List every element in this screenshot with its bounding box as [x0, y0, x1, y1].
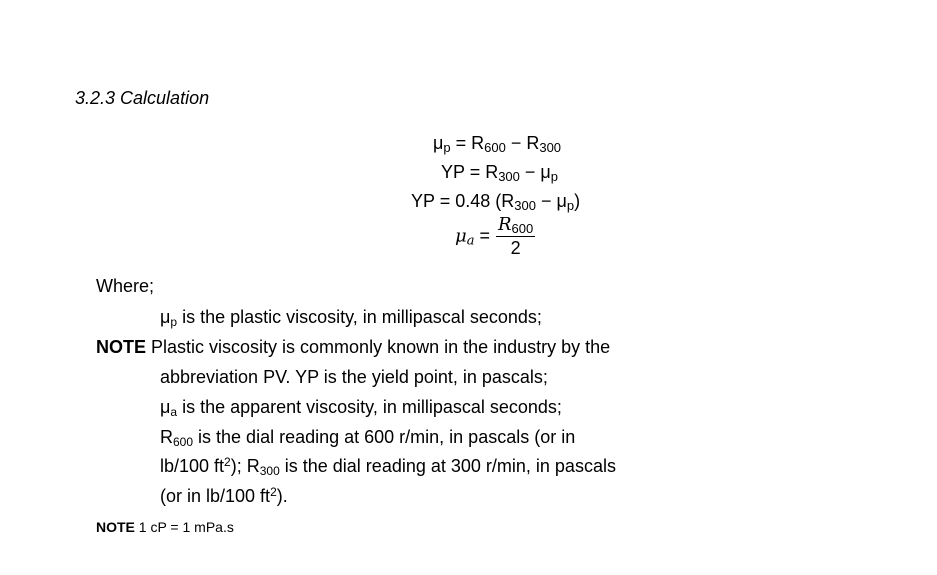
eq4-numerator-sub: 600 [511, 221, 534, 236]
eq2-mid: − μ [519, 162, 551, 182]
section-heading: 3.2.3 Calculation [75, 88, 210, 108]
note2-label: NOTE [96, 519, 135, 535]
lb-sup-a: 2 [224, 455, 231, 469]
mu-a-symbol: μ [160, 397, 171, 417]
lb-unit-b-end: ). [276, 486, 288, 506]
r600-text: is the dial reading at 600 r/min, in pascals (or in [193, 427, 576, 447]
eq2-a-sub: 300 [498, 169, 520, 184]
def-apparent-viscosity [160, 397, 562, 418]
eq4-op: = [474, 225, 490, 246]
eq1-op: = R [450, 133, 485, 153]
where-label: Where; [96, 276, 155, 296]
eq3-b-sub: p [566, 198, 575, 213]
def-r300-unit [160, 486, 288, 507]
equation-yield-point-alt [411, 191, 580, 212]
note-unit-conversion [96, 519, 234, 535]
r300-lead: ); R [230, 456, 260, 476]
equation-yield-point [441, 162, 558, 183]
note1-continuation: abbreviation PV. YP is the yield point, in pascals; [160, 367, 548, 387]
def-r300 [160, 456, 616, 477]
eq1-lhs-sub: p [443, 140, 451, 155]
r600-symbol: R [160, 427, 173, 447]
def-r600 [160, 427, 575, 448]
eq2-b-sub: p [550, 169, 559, 184]
equation-apparent-viscosity [455, 214, 535, 259]
eq4-numerator: R [497, 214, 512, 235]
mu-p-sub: p [170, 315, 178, 329]
lb-unit-a: lb/100 ft [160, 456, 225, 476]
eq1-lhs: μ [433, 133, 444, 153]
equation-plastic-viscosity [433, 133, 561, 154]
eq4-denominator: 2 [510, 238, 521, 258]
lb-sup-b: 2 [270, 485, 277, 499]
mu-p-symbol: μ [160, 307, 171, 327]
eq1-mid: − R [505, 133, 540, 153]
mu-p-text: is the plastic viscosity, in millipascal seconds; [177, 307, 542, 327]
mu-a-text: is the apparent viscosity, in millipascal seconds; [177, 397, 562, 417]
eq2-lhs: YP = R [441, 162, 499, 182]
note-plastic-viscosity [96, 337, 610, 358]
note2-text: 1 cP = 1 mPa.s [134, 519, 234, 535]
eq3-lhs: YP = 0.48 (R [411, 191, 515, 211]
eq4-lhs-sub: a [466, 233, 475, 249]
eq3-mid: − μ [535, 191, 567, 211]
eq3-a-sub: 300 [514, 198, 536, 213]
eq1-b-sub: 300 [539, 140, 562, 155]
r300-text: is the dial reading at 300 r/min, in pascals [279, 456, 616, 476]
note1-text: Plastic viscosity is commonly known in the industry by the [146, 337, 611, 357]
eq4-lhs: μ [455, 225, 467, 247]
def-plastic-viscosity [160, 307, 542, 328]
eq1-a-sub: 600 [484, 140, 506, 155]
mu-a-sub: a [170, 405, 178, 419]
lb-unit-b: (or in lb/100 ft [160, 486, 271, 506]
r600-sub: 600 [173, 435, 194, 449]
eq4-fraction [496, 214, 535, 259]
eq3-end: ) [574, 191, 581, 211]
r300-sub: 300 [259, 464, 280, 478]
note1-label: NOTE [96, 337, 147, 357]
